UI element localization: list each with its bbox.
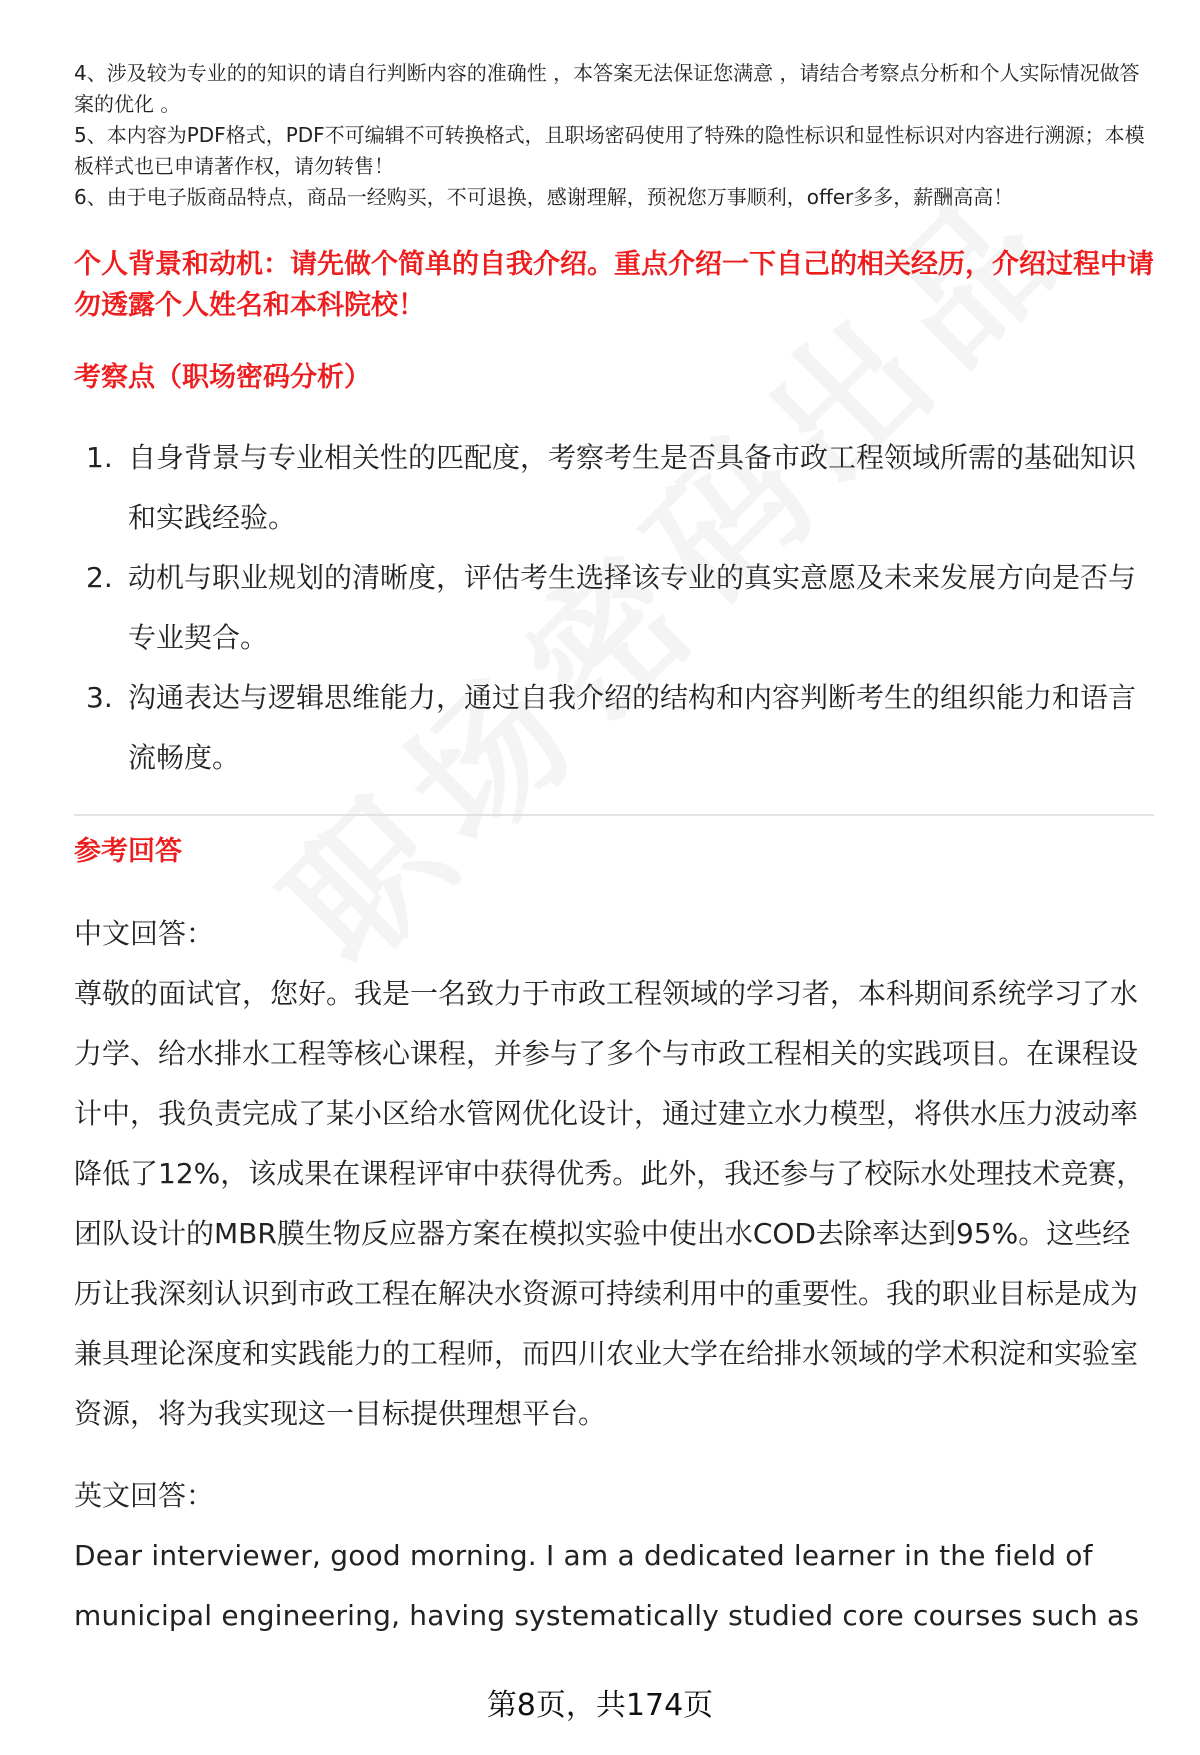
en-answer-text: Dear interviewer, good morning. I am a dedicated learner in the field of municipal engineering, having systematically studied core courses such as bbox=[74, 1539, 1140, 1632]
point-number: 2. bbox=[86, 561, 113, 594]
document-page bbox=[74, 0, 1154, 1755]
section-divider bbox=[74, 814, 1154, 816]
point-text: 自身背景与专业相关性的匹配度，考察考生是否具备市政工程领域所需的基础知识和实践经验。 bbox=[128, 441, 1137, 534]
points-heading: 考察点（职场密码分析） bbox=[74, 362, 371, 393]
point-number: 3. bbox=[86, 681, 113, 714]
point-item bbox=[74, 428, 1154, 548]
point-number: 1. bbox=[86, 441, 113, 474]
point-text: 沟通表达与逻辑思维能力，通过自我介绍的结构和内容判断考生的组织能力和语言流畅度。 bbox=[128, 681, 1137, 774]
points-list bbox=[74, 428, 1154, 788]
note-item: 5、本内容为PDF格式，PDF不可编辑不可转换格式，且职场密码使用了特殊的隐性标识和显性标识对内容进行溯源；本模板样式也已申请著作权，请勿转售！ bbox=[74, 123, 1145, 178]
point-item bbox=[74, 668, 1154, 788]
en-answer-label: 英文回答： bbox=[74, 1479, 215, 1512]
page-footer: 第8页，共174页 bbox=[486, 1688, 714, 1723]
answer-heading: 参考回答 bbox=[74, 836, 182, 867]
cn-answer-label: 中文回答： bbox=[74, 917, 215, 950]
point-text: 动机与职业规划的清晰度，评估考生选择该专业的真实意愿及未来发展方向是否与专业契合。 bbox=[128, 561, 1137, 654]
note-item: 6、由于电子版商品特点，商品一经购买，不可退换，感谢理解，预祝您万事顺利，offer多多，薪酬高高！ bbox=[74, 185, 1014, 209]
note-item: 4、涉及较为专业的的知识的请自行判断内容的准确性 ，本答案无法保证您满意 ，请结合考察点分析和个人实际情况做答案的优化 。 bbox=[74, 61, 1140, 116]
notes-block bbox=[74, 58, 1154, 213]
cn-answer-text: 尊敬的面试官，您好。我是一名致力于市政工程领域的学习者，本科期间系统学习了水力学、给水排水工程等核心课程，并参与了多个与市政工程相关的实践项目。在课程设计中，我负责完成了某小区给水管网优化设计，通过建立水力模型，将供水压力波动率降低了12%，该成果在课程评审中获得优秀。此外，我还参与了校际水处理技术竞赛，团队设计的MBR膜生物反应器方案在模拟实验中使出水COD去除率达到95%。这些经历让我深刻认识到市政工程在解决水资源可持续利用中的重要性。我的职业目标是成为兼具理论深度和实践能力的工程师，而四川农业大学在给排水领域的学术积淀和实验室资源，将为我实现这一目标提供理想平台。 bbox=[74, 977, 1145, 1430]
question-title: 个人背景和动机：请先做个简单的自我介绍。重点介绍一下自己的相关经历，介绍过程中请勿透露个人姓名和本科院校！ bbox=[74, 249, 1154, 321]
point-item bbox=[74, 548, 1154, 668]
